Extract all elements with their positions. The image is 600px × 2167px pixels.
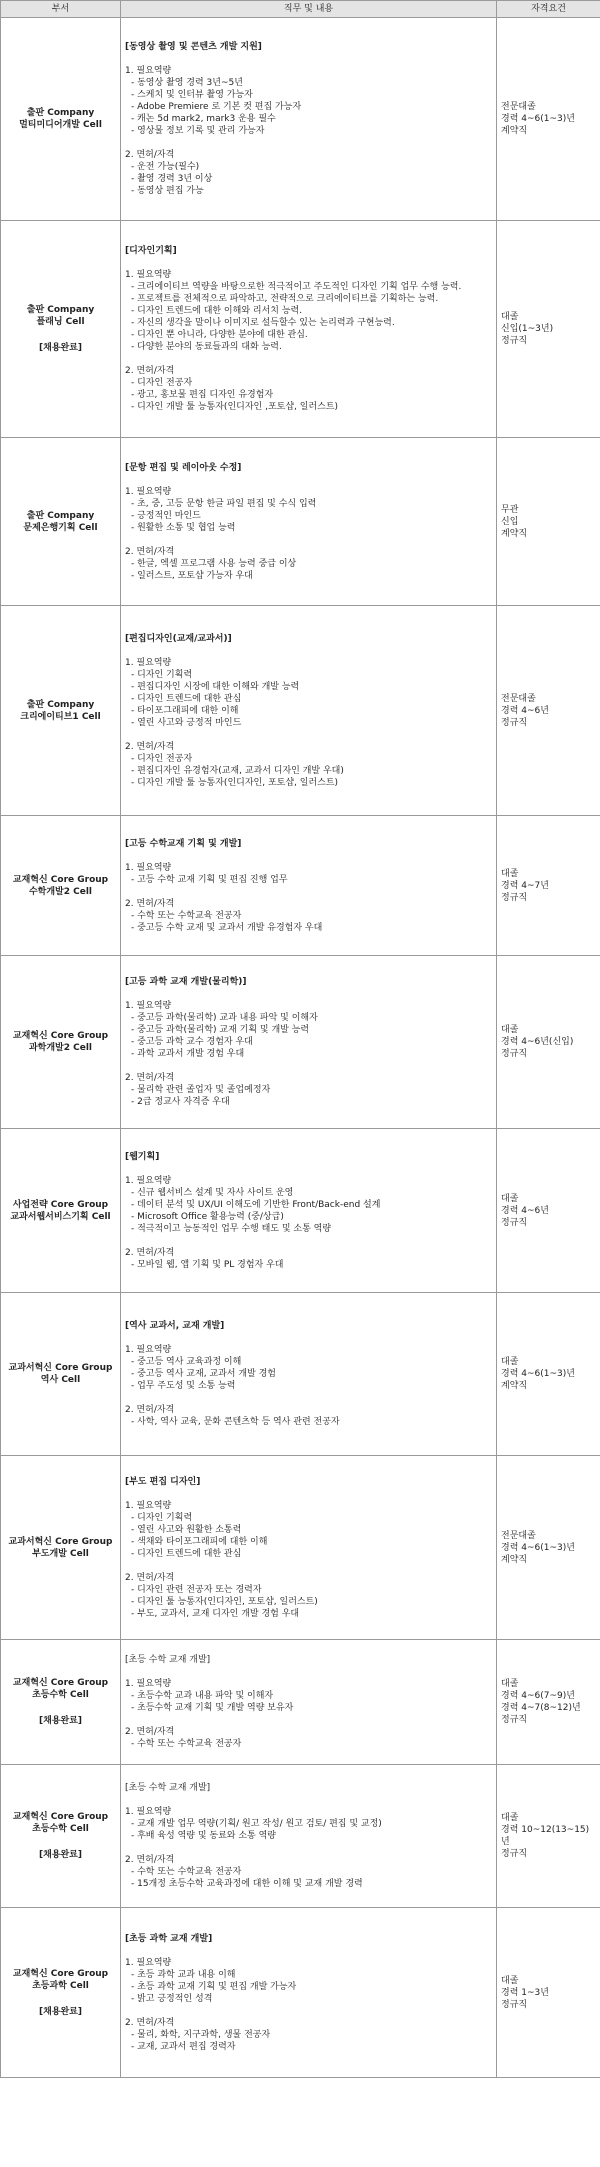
section-heading: 1. 필요역량 (125, 862, 172, 873)
qualification-cell (497, 221, 600, 438)
department-name-line: 교재혁신 Core Group (12, 874, 109, 885)
requirement-item: - 중고등 역사 교육과정 이해 (131, 1357, 242, 1367)
duties-cell (121, 438, 497, 606)
requirement-item: - 운전 가능(필수) (131, 162, 200, 172)
qualification-line: 신입 (501, 516, 519, 527)
requirement-item: - 중고등 과학 교수 경험자 우대 (131, 1037, 253, 1047)
qualification-line: 대졸 (501, 1357, 519, 1367)
requirement-item: - 수학 또는 수학교육 전공자 (131, 1867, 242, 1877)
requirement-item: - Adobe Premiere 로 기본 컷 편집 가능자 (131, 102, 302, 112)
requirement-item: - 스케치 및 인터뷰 촬영 가능자 (131, 90, 253, 100)
requirement-item: - 디자인 트렌드에 대한 이해와 리서치 능력. (131, 306, 303, 316)
table-row (1, 1129, 600, 1293)
department-cell (1, 956, 121, 1129)
requirement-item: - 디자인 전공자 (131, 378, 193, 388)
requirement-item: - 일러스트, 포토샵 가능자 우대 (131, 570, 253, 581)
section-heading: 2. 면허/자격 (125, 1073, 175, 1083)
section-heading: 1. 필요역량 (125, 1807, 172, 1817)
job-title: [문항 편집 및 레이아웃 수정] (125, 462, 242, 473)
qualification-line: 경력 4~7(8~12)년 (501, 1703, 581, 1713)
job-title: [고등 과학 교재 개발(물리학)] (125, 977, 247, 987)
requirement-item: - 편집디자인 시장에 대한 이해와 개발 능력 (131, 681, 300, 692)
qualification-line: 정규직 (501, 1049, 528, 1059)
requirement-section (125, 2017, 492, 2053)
job-title: [편집디자인(교재/교과서)] (125, 633, 232, 644)
duties-cell (121, 816, 497, 956)
department-name-line: 과학개발2 Cell (28, 1043, 93, 1053)
table-row (1, 816, 600, 956)
requirement-item: - 교재, 교과서 편집 경력자 (131, 2041, 236, 2052)
requirement-item: - 수학 또는 수학교육 전공자 (131, 1739, 242, 1749)
requirement-item: - 동영상 촬영 경력 3년~5년 (131, 78, 243, 88)
requirement-section (125, 1806, 492, 1842)
duties-cell (121, 1765, 497, 1908)
qualification-line: 계약직 (501, 1381, 528, 1391)
department-name-line: 교과서혁신 Core Group (8, 1363, 113, 1373)
department-cell (1, 1293, 121, 1456)
qualification-cell (497, 1293, 600, 1456)
section-heading: 2. 면허/자격 (125, 2017, 175, 2028)
job-title: [부도 편집 디자인] (125, 1476, 201, 1487)
section-heading: 1. 필요역량 (125, 1679, 172, 1689)
qualification-line: 신입(1~3년) (501, 324, 554, 334)
department-name-line: 출판 Company (26, 108, 95, 118)
department-name-line: 멀티미디어개발 Cell (19, 120, 102, 130)
requirement-section (125, 486, 492, 534)
department-name-line: 초등수학 Cell (32, 1824, 89, 1834)
section-heading: 2. 면허/자격 (125, 1727, 175, 1737)
requirement-item: - 초등 과학 교과 내용 이해 (131, 1969, 236, 1980)
qualification-line: 계약직 (501, 126, 528, 136)
requirement-item: - 광고, 홍보물 편집 디자인 유경험자 (131, 390, 274, 400)
duties-cell (121, 1293, 497, 1456)
department-name-line: 교재혁신 Core Group (12, 1812, 109, 1822)
section-heading: 2. 면허/자격 (125, 1855, 175, 1865)
requirement-item: - 한글, 엑셀 프로그램 사용 능력 중급 이상 (131, 558, 297, 569)
requirement-item: - 디자인 기획력 (131, 1512, 193, 1523)
qualification-line: 대졸 (501, 1679, 519, 1689)
requirement-item: - 동영상 편집 가능 (131, 186, 204, 196)
requirement-item: - 디자인 개발 툴 능통자(인디자인 ,포토샵, 일러스트) (131, 402, 339, 412)
requirement-section (125, 365, 492, 413)
requirement-item: - 열린 사고와 긍정적 마인드 (131, 717, 242, 728)
department-cell (1, 221, 121, 438)
qualification-line: 전문대졸 (501, 693, 536, 704)
section-heading: 1. 필요역량 (125, 270, 172, 280)
qualification-line: 경력 4~6(1~3)년 (501, 1542, 575, 1553)
requirement-item: - 디자인 트렌드에 대한 관심 (131, 693, 242, 704)
requirement-item: - 중고등 수학 교재 및 교과서 개발 유경험자 우대 (131, 922, 323, 933)
section-heading: 2. 면허/자격 (125, 741, 175, 752)
requirement-section (125, 546, 492, 582)
requirement-section (125, 1247, 492, 1271)
department-cell (1, 816, 121, 956)
requirement-item: - 수학 또는 수학교육 전공자 (131, 910, 242, 921)
department-name-line: 출판 Company (26, 305, 95, 315)
qualification-cell (497, 1765, 600, 1908)
qualification-line: 경력 4~6년(신입) (501, 1037, 574, 1047)
requirement-item: - 부도, 교과서, 교재 디자인 개발 경험 우대 (131, 1608, 300, 1619)
section-heading: 2. 면허/자격 (125, 898, 175, 909)
header-qualifications: 자격요건 (497, 1, 600, 18)
qualification-line: 정규직 (501, 1715, 528, 1725)
job-title: [초등 과학 교재 개발] (125, 1933, 213, 1944)
requirement-item: - 중고등 역사 교재, 교과서 개발 경험 (131, 1369, 276, 1379)
requirement-section (125, 862, 492, 886)
qualification-cell (497, 438, 600, 606)
requirement-section (125, 269, 492, 353)
qualification-line: 정규직 (501, 336, 528, 346)
job-title: [디자인기획] (125, 246, 177, 256)
duties-cell (121, 18, 497, 221)
section-heading: 1. 필요역량 (125, 657, 172, 668)
requirement-item: - 디자인 개발 툴 능통자(인디자인, 포토샵, 일러스트) (131, 777, 339, 788)
section-heading: 2. 면허/자격 (125, 1572, 175, 1583)
qualification-line: 정규직 (501, 892, 528, 903)
requirement-item: - 모바일 웹, 앱 기획 및 PL 경험자 우대 (131, 1259, 284, 1270)
requirement-section (125, 65, 492, 137)
qualification-line: 경력 4~6(7~9)년 (501, 1691, 575, 1701)
section-heading: 1. 필요역량 (125, 1175, 172, 1186)
requirement-item: - 열린 사고와 원활한 소통력 (131, 1524, 242, 1535)
qualification-line: 계약직 (501, 528, 528, 539)
requirement-item: - 다양한 분야의 동료들과의 대화 능력. (131, 342, 282, 352)
qualification-cell (497, 956, 600, 1129)
qualification-line: 전문대졸 (501, 102, 536, 112)
section-heading: 2. 면허/자격 (125, 1405, 175, 1415)
table-row (1, 1765, 600, 1908)
requirement-item: - 업무 주도성 및 소통 능력 (131, 1381, 236, 1391)
requirement-section (125, 149, 492, 197)
requirement-item: - 후배 육성 역량 및 동료와 소통 역량 (131, 1831, 276, 1841)
status-badge: [채용완료] (38, 343, 82, 353)
table-row (1, 606, 600, 816)
qualification-line: 대졸 (501, 868, 519, 879)
department-name-line: 플래닝 Cell (36, 317, 85, 327)
requirement-item: - 캐논 5d mark2, mark3 운용 필수 (131, 114, 276, 124)
department-cell (1, 1765, 121, 1908)
department-name-line: 교과서혁신 Core Group (8, 1536, 113, 1547)
qualification-cell (497, 1456, 600, 1640)
requirement-item: - 사학, 역사 교육, 문화 콘텐츠학 등 역사 관련 전공자 (131, 1417, 340, 1427)
requirement-section (125, 1678, 492, 1714)
table-row (1, 1293, 600, 1456)
department-name-line: 교재혁신 Core Group (12, 1678, 109, 1688)
requirement-item: - 물리학 관련 졸업자 및 졸업예정자 (131, 1085, 271, 1095)
requirement-item: - 긍정적인 마인드 (131, 510, 201, 521)
requirement-item: - 초등수학 교과 내용 파악 및 이해자 (131, 1691, 274, 1701)
qualification-line: 전문대졸 (501, 1530, 536, 1541)
department-cell (1, 1456, 121, 1640)
qualification-cell (497, 1129, 600, 1293)
duties-cell (121, 956, 497, 1129)
department-name-line: 교재혁신 Core Group (12, 1968, 109, 1979)
job-title: [초등 수학 교재 개발] (125, 1783, 211, 1793)
qualification-line: 경력 4~6년 (501, 705, 549, 716)
qualification-line: 무관 (501, 504, 519, 515)
status-badge: [채용완료] (38, 1850, 82, 1860)
requirement-section (125, 1957, 492, 2005)
job-title: [역사 교과서, 교재 개발] (125, 1321, 225, 1331)
duties-cell (121, 1456, 497, 1640)
department-name-line: 초등과학 Cell (32, 1980, 89, 1991)
qualification-line: 경력 10~12(13~15)년 (501, 1825, 590, 1847)
requirement-section (125, 1072, 492, 1108)
table-header-row (1, 1, 600, 18)
requirement-item: - 디자인 툴 능통자(인디자인, 포토샵, 일러스트) (131, 1596, 318, 1607)
table-row (1, 221, 600, 438)
section-heading: 1. 필요역량 (125, 1001, 172, 1011)
department-name-line: 사업전략 Core Group (12, 1199, 109, 1210)
table-row (1, 18, 600, 221)
requirement-section (125, 1404, 492, 1428)
requirement-item: - Microsoft Office 활용능력 (중/상급) (131, 1211, 284, 1222)
table-row (1, 438, 600, 606)
requirement-section (125, 1854, 492, 1890)
section-heading: 1. 필요역량 (125, 1957, 172, 1968)
requirement-section (125, 1500, 492, 1560)
duties-cell (121, 1908, 497, 2078)
requirement-section (125, 1344, 492, 1392)
table-row (1, 1640, 600, 1765)
qualification-line: 경력 4~7년 (501, 880, 549, 891)
department-name-line: 부도개발 Cell (32, 1548, 89, 1559)
qualification-line: 정규직 (501, 1999, 528, 2010)
requirement-item: - 원활한 소통 및 협업 능력 (131, 522, 236, 533)
requirement-section (125, 657, 492, 729)
qualification-cell (497, 1908, 600, 2078)
requirement-item: - 초등수학 교재 기획 및 개발 역량 보유자 (131, 1703, 294, 1713)
requirement-item: - 15개정 초등수학 교육과정에 대한 이해 및 교재 개발 경력 (131, 1879, 363, 1889)
department-cell (1, 606, 121, 816)
table-row (1, 1456, 600, 1640)
qualification-line: 계약직 (501, 1554, 528, 1565)
requirement-item: - 신규 웹서비스 설계 및 자사 사이트 운영 (131, 1187, 294, 1198)
department-name-line: 교과서웹서비스기획 Cell (10, 1211, 111, 1222)
department-name-line: 문제은행기획 Cell (23, 522, 98, 533)
table-row (1, 956, 600, 1129)
qualification-line: 대졸 (501, 1025, 519, 1035)
header-department: 부서 (1, 1, 121, 18)
requirement-item: - 고등 수학 교재 기획 및 편집 진행 업무 (131, 874, 288, 885)
section-heading: 1. 필요역량 (125, 66, 172, 76)
section-heading: 1. 필요역량 (125, 1500, 172, 1511)
qualification-line: 대졸 (501, 312, 519, 322)
status-badge: [채용완료] (38, 2006, 82, 2017)
qualification-line: 정규직 (501, 717, 528, 728)
duties-cell (121, 606, 497, 816)
table-body (1, 18, 600, 2078)
requirement-item: - 과학 교과서 개발 경험 우대 (131, 1049, 245, 1059)
requirement-section (125, 898, 492, 934)
header-duties: 직무 및 내용 (121, 1, 497, 18)
department-name-line: 수학개발2 Cell (28, 886, 93, 897)
qualification-cell (497, 1640, 600, 1765)
department-cell (1, 1129, 121, 1293)
qualification-line: 경력 1~3년 (501, 1987, 549, 1998)
requirement-item: - 초등 과학 교재 기획 및 편집 개발 가능자 (131, 1981, 297, 1992)
requirement-item: - 디자인 전공자 (131, 753, 193, 764)
status-badge: [채용완료] (38, 1716, 82, 1726)
requirement-item: - 디자인 관련 전공자 또는 경력자 (131, 1584, 262, 1595)
requirement-item: - 중고등 과학(물리학) 교재 기획 및 개발 능력 (131, 1025, 310, 1035)
qualification-cell (497, 816, 600, 956)
duties-cell (121, 221, 497, 438)
requirement-section (125, 1000, 492, 1060)
qualification-cell (497, 18, 600, 221)
qualification-line: 대졸 (501, 1975, 519, 1986)
department-name-line: 초등수학 Cell (32, 1690, 89, 1700)
section-heading: 2. 면허/자격 (125, 366, 175, 376)
requirement-item: - 데이터 분석 및 UX/UI 이해도에 기반한 Front/Back-end 설계 (131, 1199, 381, 1210)
requirement-section (125, 1726, 492, 1750)
department-cell (1, 18, 121, 221)
duties-cell (121, 1129, 497, 1293)
job-title: [초등 수학 교재 개발] (125, 1655, 211, 1665)
requirement-item: - 초, 중, 고등 문항 한글 파일 편집 및 수식 입력 (131, 498, 317, 509)
qualification-line: 경력 4~6(1~3)년 (501, 1369, 575, 1379)
qualification-line: 정규직 (501, 1217, 528, 1228)
requirement-item: - 프로젝트를 전체적으로 파악하고, 전략적으로 크리에이티브를 기획하는 능력. (131, 294, 439, 304)
qualification-line: 대졸 (501, 1193, 519, 1204)
requirement-item: - 영상물 정보 기록 및 관리 가능자 (131, 126, 265, 136)
requirement-item: - 2급 정교사 자격증 우대 (131, 1097, 230, 1107)
department-name-line: 출판 Company (26, 699, 95, 710)
department-cell (1, 438, 121, 606)
qualification-line: 경력 4~6(1~3)년 (501, 114, 575, 124)
section-heading: 1. 필요역량 (125, 1345, 172, 1355)
requirement-section (125, 741, 492, 789)
qualification-line: 대졸 (501, 1813, 519, 1823)
section-heading: 2. 면허/자격 (125, 1247, 175, 1258)
table-row (1, 1908, 600, 2078)
duties-cell (121, 1640, 497, 1765)
requirement-item: - 타이포그래피에 대한 이해 (131, 705, 239, 716)
department-cell (1, 1640, 121, 1765)
department-name-line: 교재혁신 Core Group (12, 1031, 109, 1041)
requirement-section (125, 1572, 492, 1620)
section-heading: 1. 필요역량 (125, 486, 172, 497)
section-heading: 2. 면허/자격 (125, 150, 175, 160)
job-title: [동영상 촬영 및 콘텐츠 개발 지원] (125, 42, 262, 52)
requirement-item: - 적극적이고 능동적인 업무 수행 태도 및 소통 역량 (131, 1223, 332, 1234)
requirement-item: - 밝고 긍정적인 성격 (131, 1993, 213, 2004)
job-title: [고등 수학교재 기획 및 개발] (125, 838, 242, 849)
requirement-item: - 자신의 생각을 말이나 이미지로 설득할수 있는 논리력과 구현능력. (131, 318, 395, 328)
qualification-line: 경력 4~6년 (501, 1205, 549, 1216)
requirement-section (125, 1175, 492, 1235)
section-heading: 2. 면허/자격 (125, 546, 175, 557)
qualification-line: 정규직 (501, 1849, 528, 1859)
qualification-cell (497, 606, 600, 816)
requirement-item: - 중고등 과학(물리학) 교과 내용 파악 및 이해자 (131, 1013, 318, 1023)
requirement-item: - 색채와 타이포그래피에 대한 이해 (131, 1536, 268, 1547)
requirement-item: - 촬영 경력 3년 이상 (131, 174, 213, 184)
requirement-item: - 크리에이티브 역량을 바탕으로한 적극적이고 주도적인 디자인 기획 업무 수행 능력. (131, 282, 462, 292)
department-name-line: 크리에이티브1 Cell (20, 711, 101, 722)
requirement-item: - 교재 개발 업무 역량(기획/ 원고 작성/ 원고 검토/ 편집 및 교정) (131, 1819, 382, 1829)
job-title: [웹기획] (125, 1151, 160, 1162)
requirement-item: - 물리, 화학, 지구과학, 생물 전공자 (131, 2029, 271, 2040)
requirement-item: - 디자인 트렌드에 대한 관심 (131, 1548, 242, 1559)
department-name-line: 역사 Cell (40, 1375, 81, 1385)
department-cell (1, 1908, 121, 2078)
requirement-item: - 디자인 기획력 (131, 669, 193, 680)
requirement-item: - 디자인 뿐 아니라, 다양한 분야에 대한 관심. (131, 330, 308, 340)
department-name-line: 출판 Company (26, 510, 95, 521)
requirement-item: - 편집디자인 유경험자(교재, 교과서 디자인 개발 우대) (131, 765, 344, 776)
